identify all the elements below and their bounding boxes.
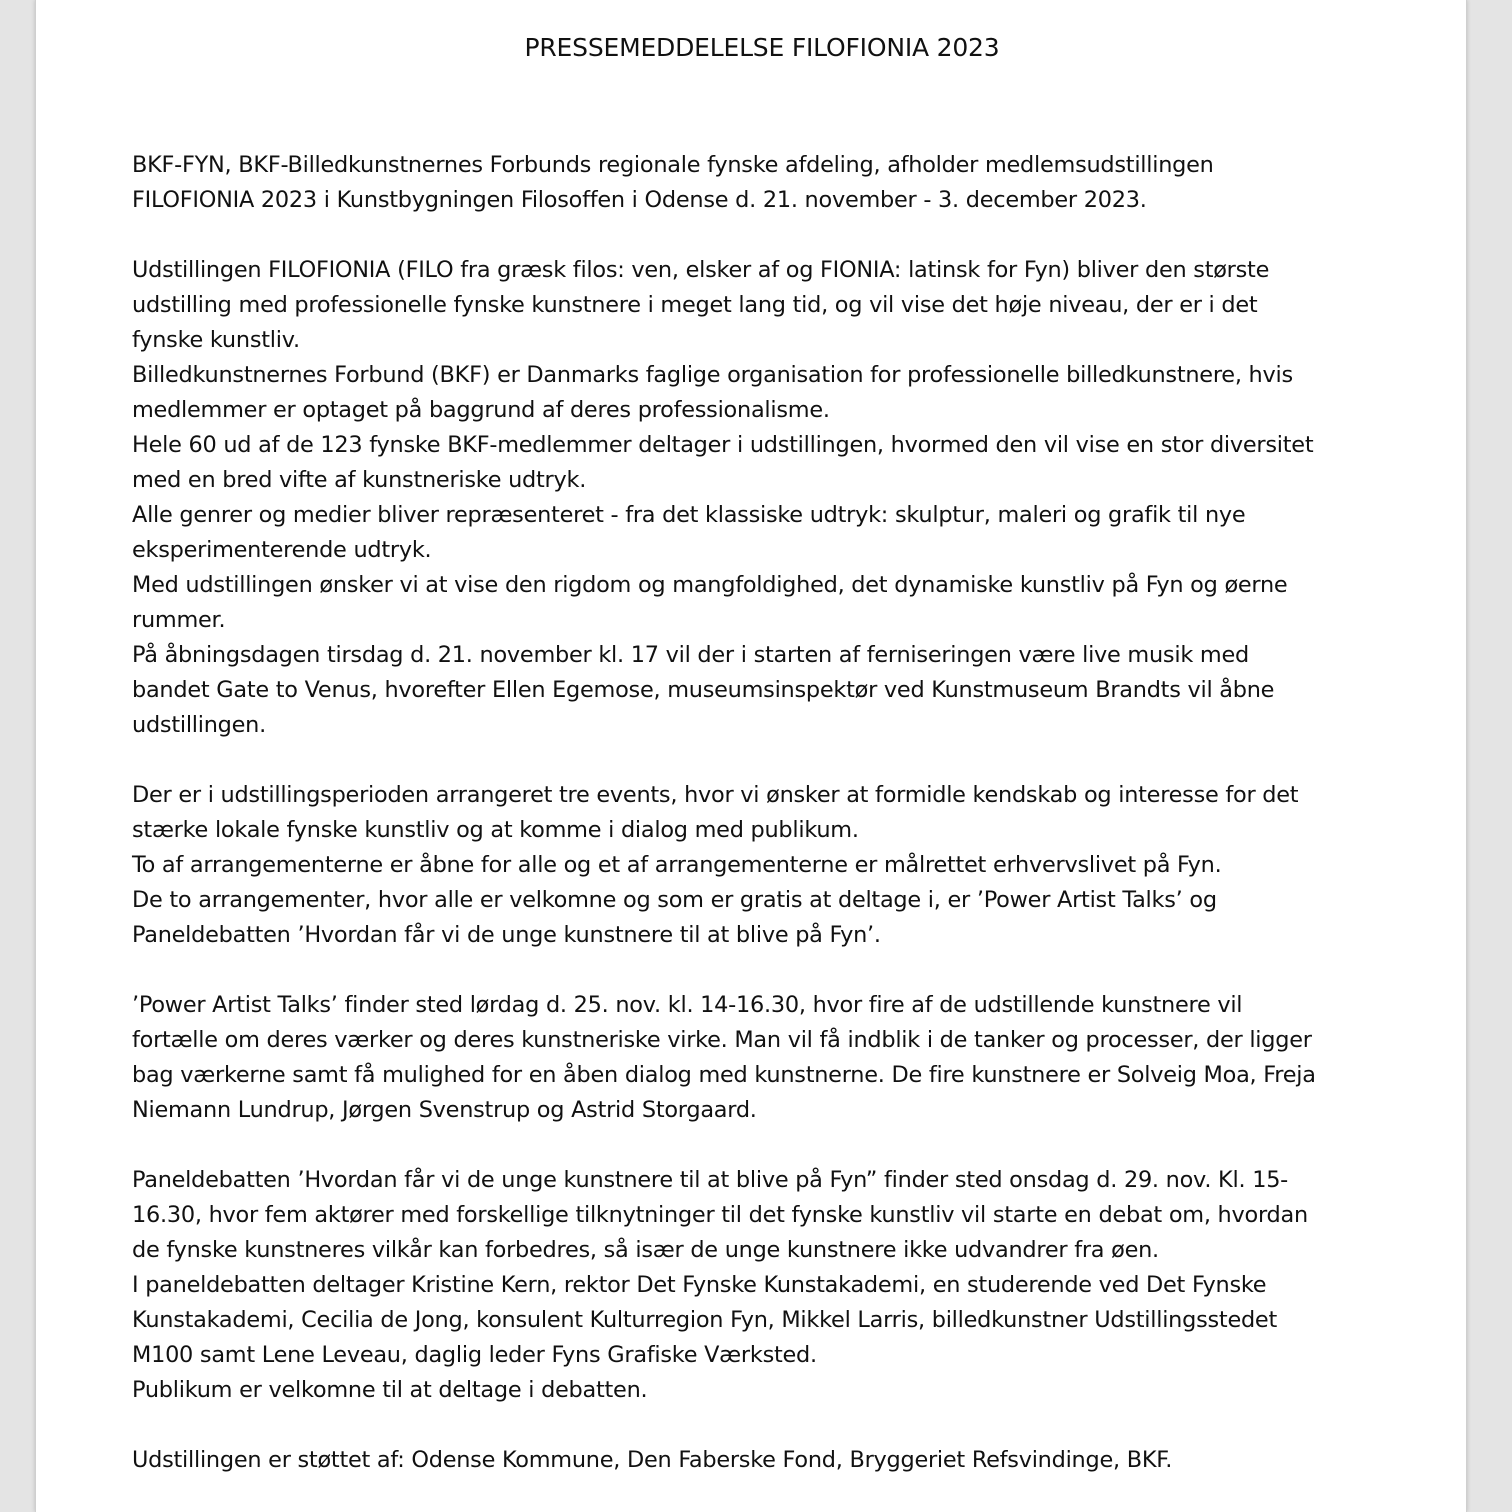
text-line: udstillingen. <box>132 712 266 738</box>
paragraph <box>132 253 1402 743</box>
text-line: fortælle om deres værker og deres kunstneriske virke. Man vil få indblik i de tanker og processer, der ligger <box>132 1027 1312 1053</box>
text-line: To af arrangementerne er åbne for alle og et af arrangementerne er målrettet erhvervslivet på Fyn. <box>132 852 1222 878</box>
text-line: rummer. <box>132 607 226 633</box>
text-line: Alle genrer og medier bliver repræsenteret - fra det klassiske udtryk: skulptur, maleri og grafik til nye <box>132 502 1246 528</box>
text-line: 16.30, hvor fem aktører med forskellige tilknytninger til det fynske kunstliv vil starte en debat om, hvordan <box>132 1202 1308 1228</box>
text-line: Niemann Lundrup, Jørgen Svenstrup og Astrid Storgaard. <box>132 1097 757 1123</box>
text-line: fynske kunstliv. <box>132 327 300 353</box>
text-line: bag værkerne samt få mulighed for en åben dialog med kunstnerne. De fire kunstnere er Solveig Moa, Freja <box>132 1062 1316 1088</box>
text-line: Kunstakademi, Cecilia de Jong, konsulent Kulturregion Fyn, Mikkel Larris, billedkunstner Udstillingsstedet <box>132 1307 1277 1333</box>
text-line: På åbningsdagen tirsdag d. 21. november kl. 17 vil der i starten af ferniseringen være live musik med <box>132 642 1249 668</box>
text-line: I paneldebatten deltager Kristine Kern, rektor Det Fynske Kunstakademi, en studerende ved Det Fynske <box>132 1272 1267 1298</box>
text-line: Hele 60 ud af de 123 fynske BKF-medlemmer deltager i udstillingen, hvormed den vil vise en stor diversitet <box>132 432 1314 458</box>
text-line: Billedkunstnernes Forbund (BKF) er Danmarks faglige organisation for professionelle billedkunstnere, hvis <box>132 362 1293 388</box>
text-line: bandet Gate to Venus, hvorefter Ellen Egemose, museumsinspektør ved Kunstmuseum Brandts vil åbne <box>132 677 1275 703</box>
paragraph <box>132 1163 1402 1408</box>
text-line: Udstillingen er støttet af: Odense Kommune, Den Faberske Fond, Bryggeriet Refsvindinge, BKF. <box>132 1447 1173 1473</box>
text-line: de fynske kunstneres vilkår kan forbedres, så især de unge kunstnere ikke udvandrer fra øen. <box>132 1237 1159 1263</box>
text-line: med en bred vifte af kunstneriske udtryk. <box>132 467 587 493</box>
text-line: Der er i udstillingsperioden arrangeret tre events, hvor vi ønsker at formidle kendskab og interesse for det <box>132 782 1299 808</box>
text-line: Publikum er velkomne til at deltage i debatten. <box>132 1377 648 1403</box>
document-body <box>132 148 1402 1478</box>
paragraph <box>132 778 1402 953</box>
document-content <box>132 30 1402 1512</box>
text-line: Paneldebatten ’Hvordan får vi de unge kunstnere til at blive på Fyn’. <box>132 922 881 948</box>
text-line: Paneldebatten ’Hvordan får vi de unge kunstnere til at blive på Fyn” finder sted onsdag d. 29. nov. Kl. 15- <box>132 1167 1289 1193</box>
text-line: stærke lokale fynske kunstliv og at komme i dialog med publikum. <box>132 817 859 843</box>
text-line: M100 samt Lene Leveau, daglig leder Fyns Grafiske Værksted. <box>132 1342 817 1368</box>
text-line: udstilling med professionelle fynske kunstnere i meget lang tid, og vil vise det høje niveau, der er i det <box>132 292 1258 318</box>
paragraph <box>132 1443 1402 1478</box>
text-line: Med udstillingen ønsker vi at vise den rigdom og mangfoldighed, det dynamiske kunstliv på Fyn og øerne <box>132 572 1288 598</box>
document-title: PRESSEMEDDELELSE FILOFIONIA 2023 <box>524 33 1000 62</box>
text-line: De to arrangementer, hvor alle er velkomne og som er gratis at deltage i, er ’Power Artist Talks’ og <box>132 887 1217 913</box>
text-line: Udstillingen FILOFIONIA (FILO fra græsk filos: ven, elsker af og FIONIA: latinsk for Fyn) bliver den største <box>132 257 1270 283</box>
text-line: ’Power Artist Talks’ finder sted lørdag d. 25. nov. kl. 14-16.30, hvor fire af de udstillende kunstnere vil <box>132 992 1243 1018</box>
document-page <box>35 0 1467 1512</box>
text-line: FILOFIONIA 2023 i Kunstbygningen Filosoffen i Odense d. 21. november - 3. december 2023. <box>132 187 1147 213</box>
text-line: eksperimenterende udtryk. <box>132 537 432 563</box>
text-line: BKF-FYN, BKF-Billedkunstnernes Forbunds regionale fynske afdeling, afholder medlemsudstillingen <box>132 152 1214 178</box>
paragraph <box>132 988 1402 1128</box>
text-line: medlemmer er optaget på baggrund af deres professionalisme. <box>132 397 830 423</box>
paragraph <box>132 148 1402 218</box>
